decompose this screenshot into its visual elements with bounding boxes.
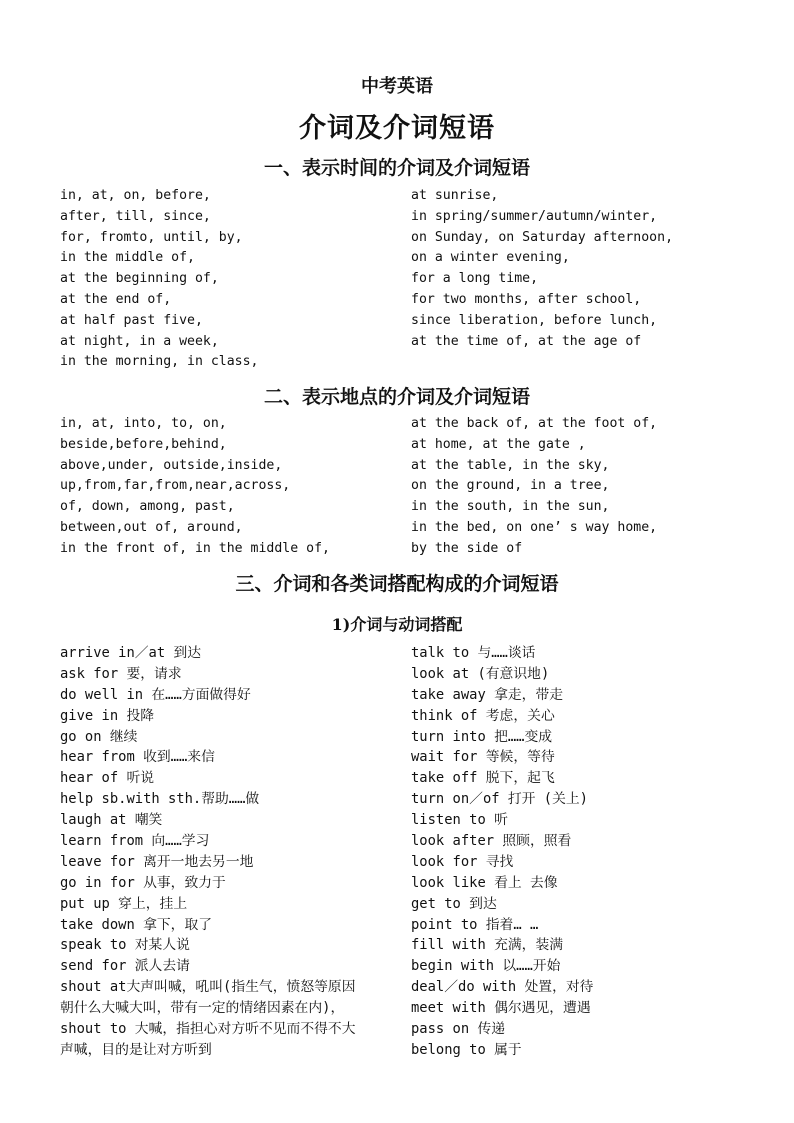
place-left-column [60,414,390,560]
time-right-column [411,186,781,352]
section-heading-collocations: 三、介词和各类词搭配构成的介词短语 [235,573,559,595]
list-item: give in 投降 [60,707,155,724]
list-item: in the south, in the sun, [411,499,610,515]
list-item: look like 看上 去像 [411,874,558,891]
list-item: laugh at 嘲笑 [60,812,163,829]
list-item: for, fromto, until, by, [60,229,243,245]
list-item: leave for 离开一地去另一地 [60,853,254,870]
list-item: put up 穿上，挂上 [60,895,188,912]
subject-label: 中考英语 [361,76,433,97]
list-item: hear from 收到……来信 [60,749,215,766]
list-item: above,under, outside,inside, [60,457,283,473]
list-item: go in for 从事，致力于 [60,874,226,891]
list-item: of, down, among, past, [60,499,235,515]
list-item: for two months, after school, [411,291,642,307]
page-title: 介词及介词短语 [299,113,495,144]
list-item: at the beginning of, [60,271,219,287]
section-heading-time: 一、表示时间的介词及介词短语 [263,157,530,179]
list-item: learn from 向……学习 [60,833,210,850]
list-item: for a long time, [411,271,539,287]
list-item: point to 指着… … [411,916,539,933]
list-item: at half past five, [60,312,203,328]
list-item: in the middle of, [60,250,195,266]
list-item: at night, in a week, [60,333,219,349]
list-item: begin with 以……开始 [411,958,561,975]
list-item: meet with 偶尔遇见，遭遇 [411,1000,591,1017]
list-item: in the front of, in the middle of, [60,540,330,556]
list-item: arrive in／at 到达 [60,645,202,661]
list-item: turn on／of 打开 (关上) [411,791,588,808]
list-item: get to 到达 [411,895,497,912]
list-item: turn into 把……变成 [411,728,553,745]
list-item: at home, at the gate , [411,436,586,452]
verb-phrases-left-column [60,643,390,1061]
list-item: beside,before,behind, [60,436,227,452]
list-item: send for 派人去请 [60,958,190,975]
list-item: deal／do with 处置，对待 [411,979,594,996]
list-item: look after 照顾，照看 [411,833,572,850]
list-item: in, at, into, to, on, [60,416,227,431]
list-item: up,from,far,from,near,across, [60,478,291,494]
list-item: wait for 等候，等待 [411,749,555,766]
list-item: go on 继续 [60,728,138,745]
verb-phrases-right-column [411,643,781,1061]
place-right-column [411,414,781,560]
list-item: on Sunday, on Saturday afternoon, [411,229,674,245]
list-item: listen to 听 [411,812,508,829]
list-item: at the end of, [60,291,172,307]
list-item: do well in 在……方面做得好 [60,686,251,703]
subsection-heading-verbs: 1)介词与动词搭配 [331,615,463,634]
list-item: ask for 要，请求 [60,665,182,682]
list-item: hear of 听说 [60,770,155,787]
section-heading-place: 二、表示地点的介词及介词短语 [263,386,530,408]
list-item: look at (有意识地) [411,665,550,682]
list-item: look for 寻找 [411,853,514,870]
list-item: in the bed, on one’ s way home, [411,519,658,535]
list-item: in spring/summer/autumn/winter, [411,208,658,224]
list-item: since liberation, before lunch, [411,312,658,328]
list-item: take down 拿下，取了 [60,916,213,933]
list-item: on a winter evening, [411,250,570,266]
list-item: talk to 与……谈话 [411,645,536,661]
list-item: shout at大声叫喊，吼叫(指生气，愤怒等原因 [60,979,356,996]
list-item: 朝什么大喊大叫，带有一定的情绪因素在内)， [60,1000,345,1017]
list-item: at the back of, at the foot of, [411,416,658,431]
list-item: at the time of, at the age of [411,333,642,349]
list-item: take off 脱下，起飞 [411,770,555,787]
list-item: belong to 属于 [411,1041,522,1058]
list-item: 声喊，目的是让对方听到 [60,1041,212,1058]
list-item: pass on 传递 [411,1021,506,1038]
list-item: take away 拿走，带走 [411,686,564,703]
list-item: in, at, on, before, [60,188,211,203]
list-item: after, till, since, [60,208,211,224]
list-item: fill with 充满，装满 [411,937,564,954]
list-item: at sunrise, [411,188,499,203]
list-item: by the side of [411,540,523,556]
time-left-column [60,186,390,373]
list-item: between,out of, around, [60,519,243,535]
list-item: think of 考虑，关心 [411,707,555,724]
list-item: shout to 大喊，指担心对方听不见而不得不大 [60,1021,356,1038]
list-item: at the table, in the sky, [411,457,610,473]
list-item: help sb.with sth.帮助……做 [60,791,260,808]
list-item: speak to 对某人说 [60,937,190,954]
list-item: on the ground, in a tree, [411,478,610,494]
list-item: in the morning, in class, [60,354,259,370]
